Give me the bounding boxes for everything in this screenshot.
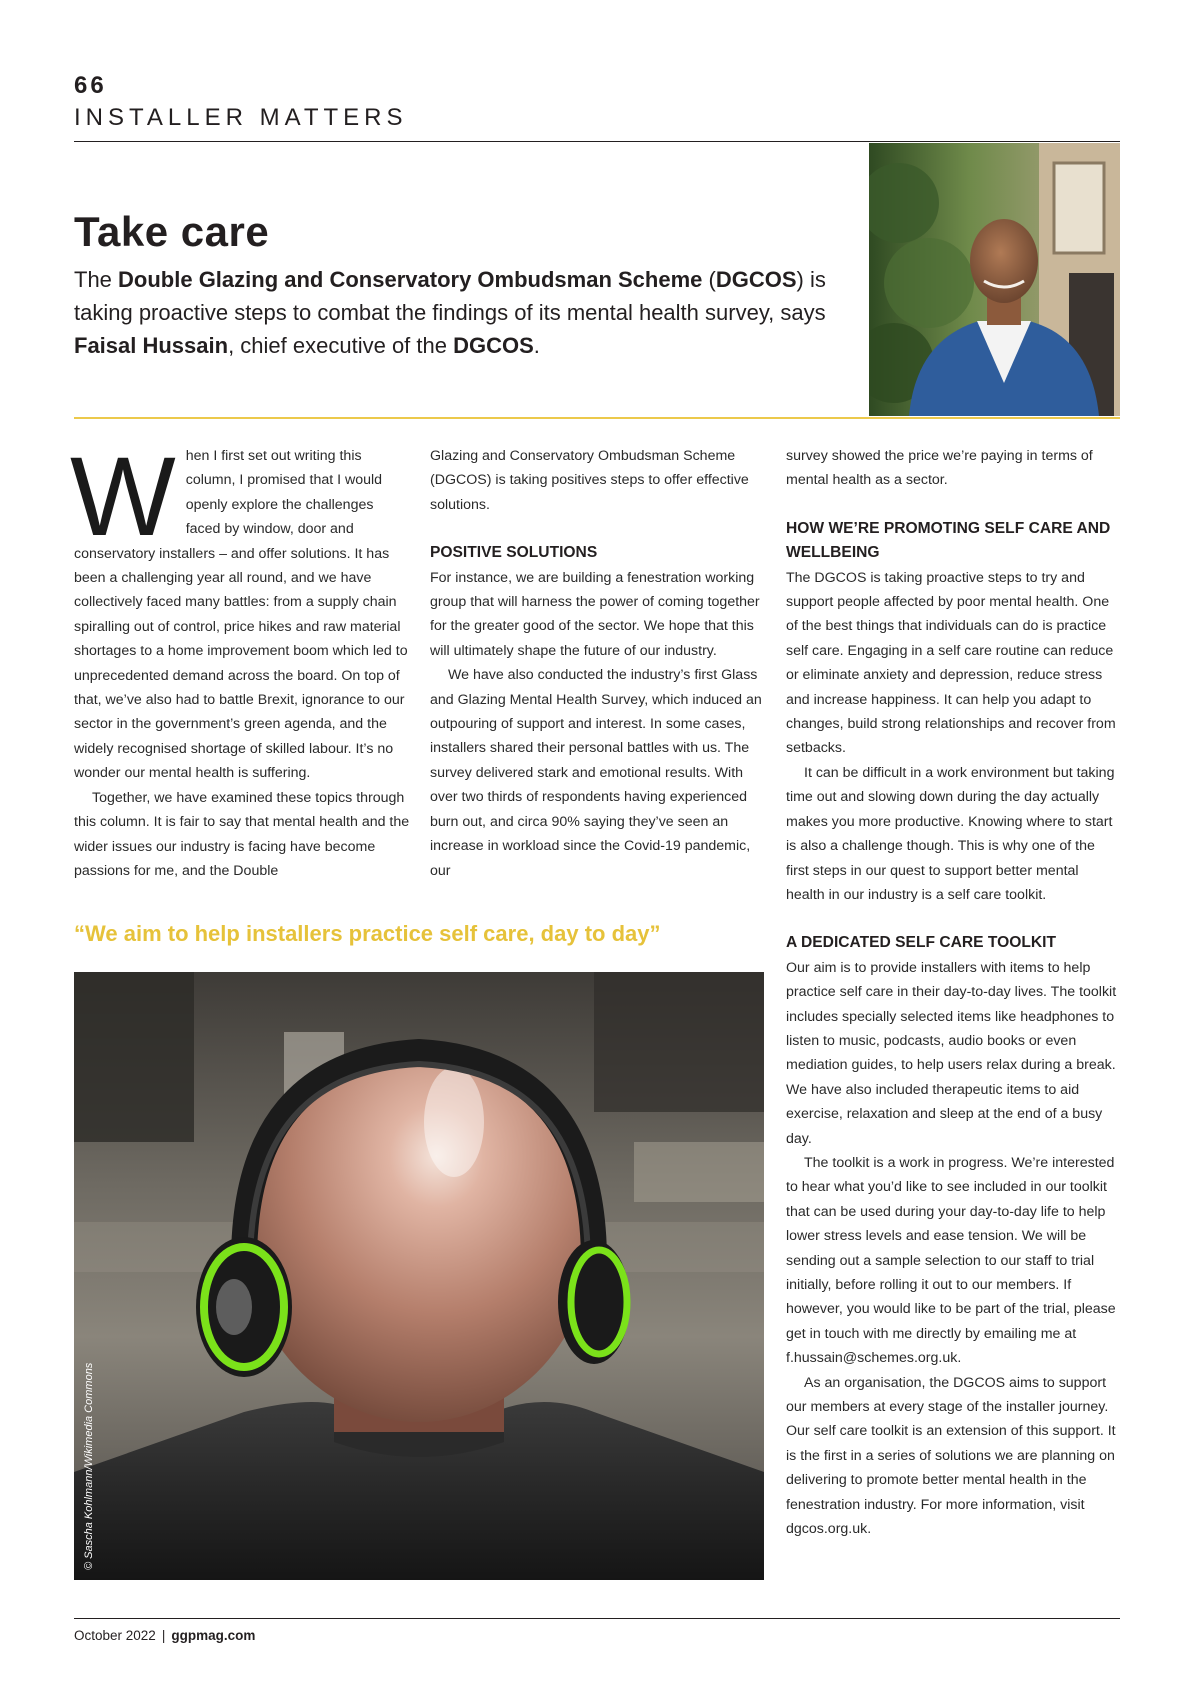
standfirst-bold: DGCOS — [453, 333, 534, 358]
body-paragraph: For instance, we are building a fenestration working group that will harness the power of coming together for the greater good of the sector. We hope that this will ultimately shape the future of our industry. — [430, 569, 760, 659]
standfirst-text: ) is taking proactive steps to combat the findings of its mental health survey, says — [74, 267, 826, 325]
paragraph-text: hen I first set out writing this column, I promised that I would openly explore the challenges faced by window, door and conservatory installers – and offer solutions. It has been a challenging year all round, and we have collectively faced many battles: from a supply chain spiralling out of control, price hikes and raw material shortages to a home improvement boom which led to unprecedented demand across the board. On top of that, we’ve also had to battle Brexit, ignorance to our sector in the government’s green agenda, and the widely recognised shortage of skilled labour. It’s no wonder our mental health is suffering. — [74, 448, 408, 782]
header-divider — [74, 141, 1120, 142]
article-column-2 — [430, 444, 765, 883]
body-paragraph: It can be difficult in a work environment but taking time out and slowing down during the day actually makes you more productive. Knowing where to start is also a challenge though. This is why one of the first steps in our quest to support better mental health in our industry is a self care toolkit. — [786, 764, 1115, 903]
standfirst-text: . — [533, 333, 540, 358]
section-title: INSTALLER MATTERS — [74, 104, 408, 131]
section-heading: HOW WE’RE PROMOTING SELF CARE AND WELLBEING — [786, 519, 1111, 562]
spacer — [786, 493, 1121, 517]
drop-cap: W — [70, 434, 176, 559]
standfirst-text: , chief executive of the — [228, 333, 454, 358]
headphones-photo — [74, 972, 764, 1580]
footer — [74, 1628, 255, 1643]
article-column-1 — [70, 434, 412, 883]
author-portrait — [869, 143, 1120, 416]
body-paragraph: The toolkit is a work in progress. We’re interested to hear what you’d like to see included in our toolkit that can be used during your day-to-day life to help lower stress levels and ease tension. We will be sending out a sample selection to our staff to trial initially, before rolling it out to our members. If however, you would like to be part of the trial, please get in touch with me directly by emailing me at f.hussain@schemes.org.uk. — [786, 1154, 1116, 1367]
footer-separator: | — [161, 1628, 166, 1643]
body-paragraph: As an organisation, the DGCOS aims to support our members at every stage of the installer journey. Our self care toolkit is an extension of this support. It is the first in a series of solutions we are planning on delivering to promote better mental health in the fenestration industry. For more information, visit dgcos.org.uk. — [786, 1374, 1116, 1538]
article-standfirst — [74, 263, 844, 362]
headline-divider — [74, 417, 1120, 419]
standfirst-bold: Faisal Hussain — [74, 333, 229, 358]
spacer — [430, 517, 765, 541]
website-link[interactable]: ggpmag.com — [171, 1628, 256, 1643]
standfirst-text: The — [74, 267, 119, 292]
page-number: 66 — [74, 72, 107, 99]
footer-divider — [74, 1618, 1120, 1619]
body-paragraph: survey showed the price we’re paying in terms of mental health as a sector. — [786, 448, 1093, 489]
standfirst-bold: Double Glazing and Conservatory Ombudsman Scheme — [118, 267, 703, 292]
body-paragraph: The DGCOS is taking proactive steps to try and support people affected by poor mental health. One of the best things that individuals can do is practice self care. Engaging in a self care routine can reduce or eliminate anxiety and depression, reduce stress and increase happiness. It can help you adapt to changes, build strong relationships and recover from setbacks. — [786, 569, 1116, 757]
pull-quote: “We aim to help installers practice self care, day to day” — [74, 921, 661, 946]
standfirst-bold: DGCOS — [715, 267, 797, 292]
section-heading: A DEDICATED SELF CARE TOOLKIT — [786, 934, 1057, 952]
body-paragraph: Glazing and Conservatory Ombudsman Scheme (DGCOS) is taking positives steps to offer effective solutions. — [430, 448, 749, 513]
section-heading: POSITIVE SOLUTIONS — [430, 544, 598, 562]
photo-credit: © Sascha Kohlmann/Wikimedia Commons — [83, 1362, 95, 1570]
body-paragraph — [70, 434, 412, 786]
article-headline: Take care — [74, 208, 270, 255]
issue-date: October 2022 — [74, 1628, 156, 1643]
body-paragraph: Our aim is to provide installers with items to help practice self care in their day-to-day lives. The toolkit includes specially selected items like headphones to listen to music, podcasts, audio books or even mediation guides, to help users relax during a break. We have also included therapeutic items to aid exercise, relaxation and sleep at the end of a busy day. — [786, 959, 1117, 1147]
spacer — [786, 907, 1121, 931]
standfirst-text: ( — [702, 267, 716, 292]
article-column-3 — [786, 444, 1121, 1541]
body-paragraph: Together, we have examined these topics through this column. It is fair to say that mental health and the wider issues our industry is facing have become passions for me, and the Double — [74, 789, 410, 879]
body-paragraph: We have also conducted the industry’s first Glass and Glazing Mental Health Survey, which induced an outpouring of support and interest. In some cases, installers shared their personal battles with us. The survey delivered stark and emotional results. With over two thirds of respondents having experienced burn out, and circa 90% saying they’ve seen an increase in workload since the Covid-19 pandemic, our — [430, 667, 762, 879]
